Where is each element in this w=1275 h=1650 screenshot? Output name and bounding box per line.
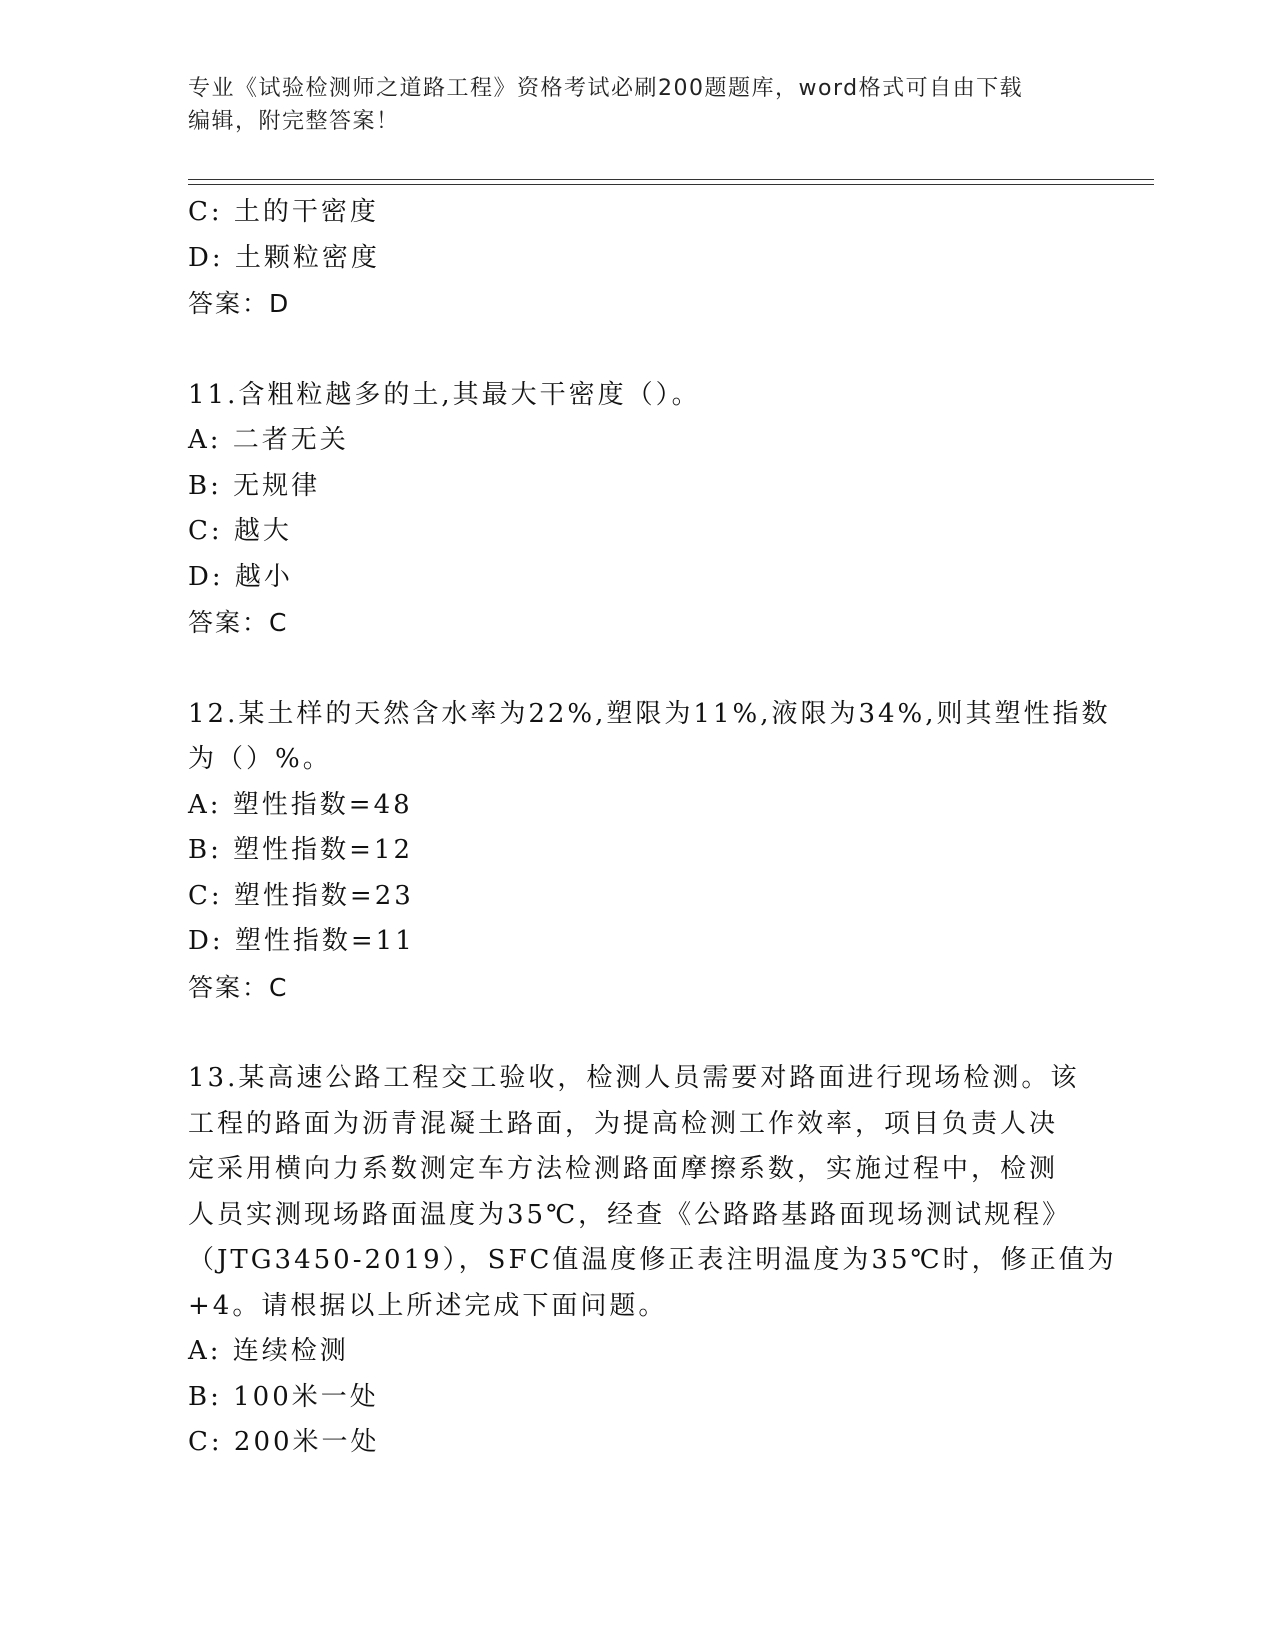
question-stem: 11.含粗粒越多的土,其最大干密度（）。	[188, 379, 701, 410]
question-stem-line: （JTG3450-2019），SFC值温度修正表注明温度为35℃时，修正值为	[188, 1245, 1117, 1275]
spacer	[188, 646, 1088, 692]
question-stem-line: 12.某土样的天然含水率为22%,塑限为11%,液限为34%,则其塑性指数	[188, 698, 1111, 729]
question-stem-line: 工程的路面为沥青混凝土路面，为提高检测工作效率，项目负责人决	[188, 1108, 1059, 1139]
question-10-tail	[188, 190, 1088, 327]
answer: 答案：D	[188, 289, 291, 318]
option-d: D: 土颗粒密度	[188, 242, 380, 273]
option-b: B: 100米一处	[188, 1381, 379, 1412]
question-stem-line: 为（）%。	[188, 744, 332, 774]
question-stem-line: +4。请根据以上所述完成下面问题。	[188, 1290, 668, 1321]
option-d: D: 塑性指数=11	[188, 926, 415, 956]
option-a: A: 二者无关	[188, 425, 349, 455]
option-c: C: 200米一处	[188, 1427, 380, 1457]
spacer	[188, 1010, 1088, 1056]
question-stem-line: 定采用横向力系数测定车方法检测路面摩擦系数，实施过程中，检测	[188, 1154, 1059, 1184]
question-stem-line: 人员实测现场路面温度为35℃，经查《公路路基路面现场测试规程》	[188, 1199, 1072, 1230]
question-12	[188, 692, 1111, 1011]
header-line-1: 专业《试验检测师之道路工程》资格考试必刷200题题库，word格式可自由下载	[188, 76, 1024, 101]
option-c: C: 塑性指数=23	[188, 880, 414, 911]
header-line-2: 编辑，附完整答案！	[188, 109, 400, 134]
question-11	[188, 373, 1088, 646]
option-a: A: 塑性指数=48	[188, 789, 413, 820]
option-b: B: 无规律	[188, 470, 321, 501]
option-a: A: 连续检测	[188, 1336, 349, 1366]
question-stem-line: 13.某高速公路工程交工验收，检测人员需要对路面进行现场检测。该	[188, 1063, 1080, 1093]
question-content	[188, 190, 1117, 1466]
spacer	[188, 327, 1088, 373]
header-divider	[188, 179, 1154, 185]
answer: 答案：C	[188, 972, 289, 1002]
option-d: D: 越小	[188, 561, 293, 592]
option-c: C: 土的干密度	[188, 197, 379, 227]
answer: 答案：C	[188, 608, 289, 637]
question-13	[188, 1056, 1117, 1466]
document-header	[188, 72, 1088, 138]
option-b: B: 塑性指数=12	[188, 835, 414, 865]
option-c: C: 越大	[188, 516, 292, 546]
